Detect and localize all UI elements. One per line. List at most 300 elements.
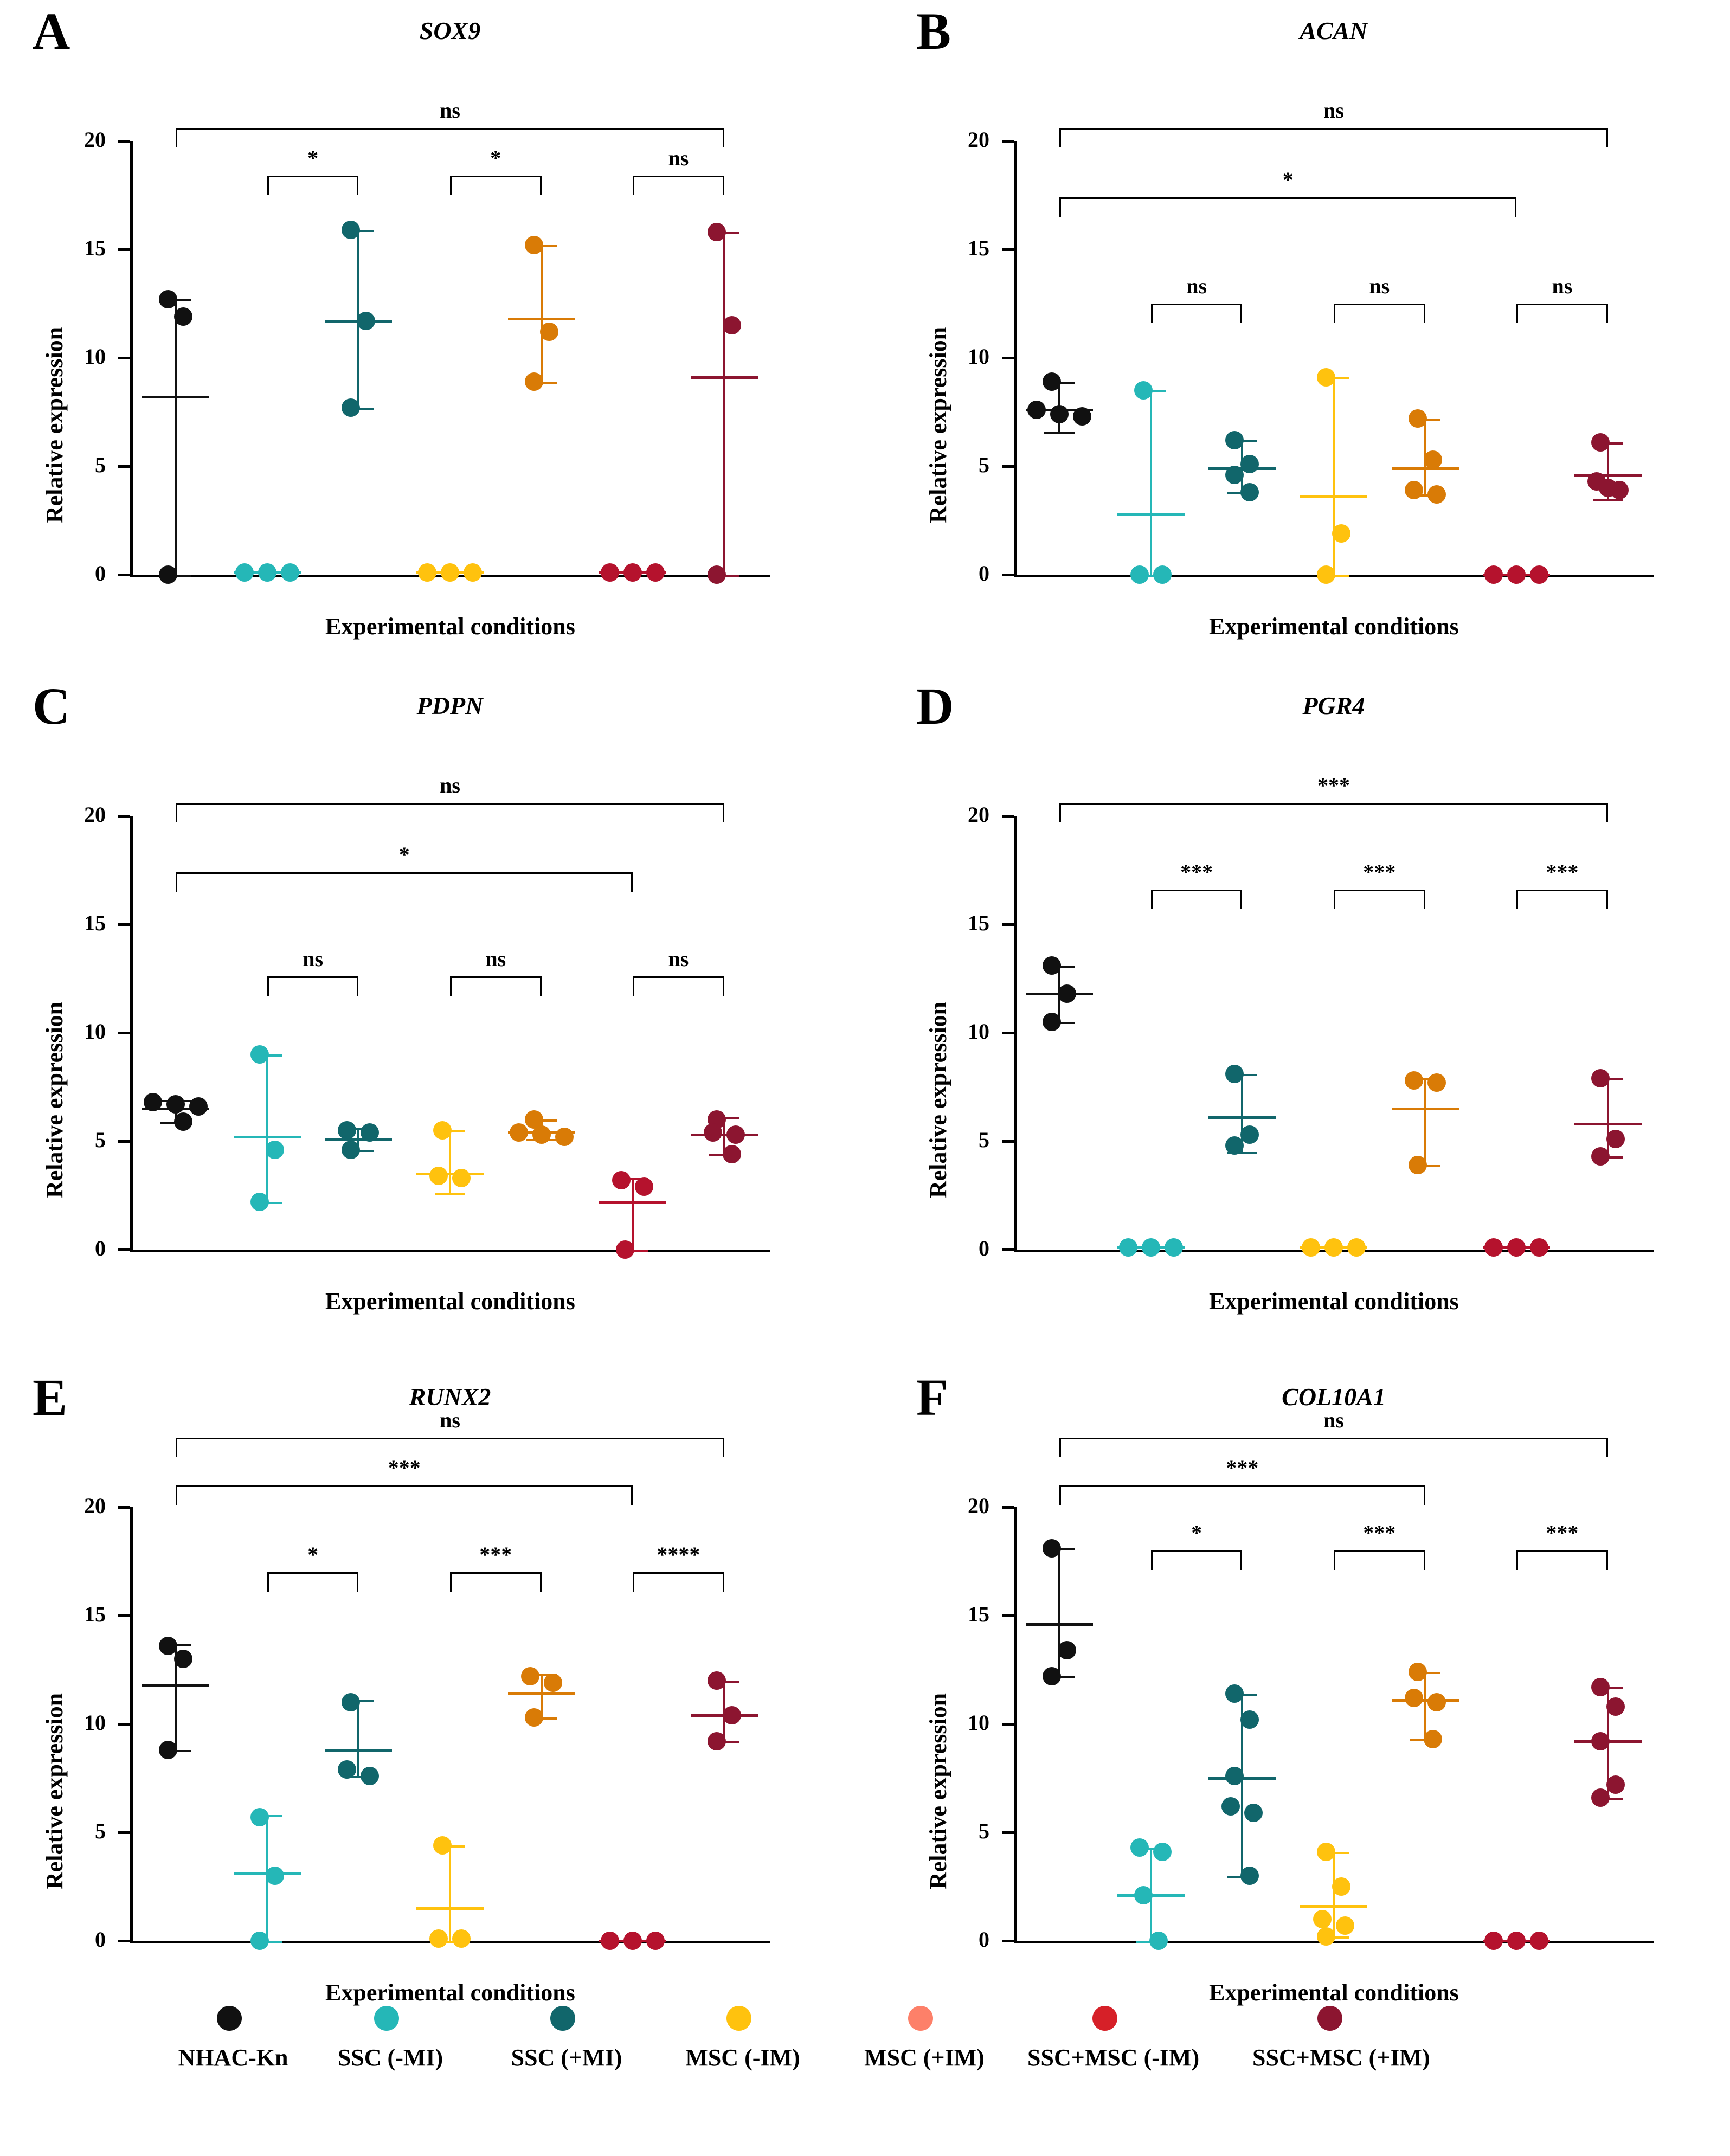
data-point (726, 1125, 745, 1144)
data-point (1347, 1238, 1366, 1257)
data-point (1484, 1238, 1503, 1257)
y-tick-label: 5 (979, 453, 989, 477)
data-point (623, 563, 642, 582)
y-tick (118, 1940, 130, 1942)
y-tick-label: 20 (84, 802, 106, 827)
significance-tick (723, 976, 724, 996)
data-point (342, 1141, 360, 1159)
data-point (723, 316, 741, 334)
data-point (1240, 455, 1259, 473)
x-axis (130, 1250, 770, 1252)
y-tick (118, 248, 130, 251)
data-point (174, 1112, 192, 1131)
significance-tick (1515, 197, 1516, 217)
y-tick (118, 1723, 130, 1726)
significance-tick (1151, 890, 1153, 909)
data-point (1050, 405, 1069, 423)
significance-tick (1424, 890, 1425, 909)
data-point (1591, 1732, 1610, 1750)
mean-bar (1392, 467, 1459, 470)
significance-label: ns (440, 1408, 460, 1432)
significance-tick (1151, 1550, 1153, 1570)
data-point (1149, 1932, 1168, 1950)
mean-bar (1300, 1905, 1367, 1908)
mean-bar (599, 1201, 666, 1204)
data-point (189, 1097, 208, 1116)
data-point (266, 1141, 284, 1159)
x-axis-label: Experimental conditions (1209, 1979, 1459, 2006)
data-point (1507, 565, 1526, 584)
significance-tick (1516, 1550, 1518, 1570)
significance-line (1151, 1550, 1243, 1552)
data-point (1043, 1013, 1061, 1031)
data-point (250, 1932, 269, 1950)
mean-bar (508, 1692, 575, 1695)
data-point (159, 565, 177, 584)
y-tick-label: 10 (84, 1019, 106, 1044)
y-tick-label: 15 (84, 236, 106, 260)
y-tick (118, 574, 130, 576)
data-point (1119, 1238, 1137, 1257)
y-tick-label: 0 (979, 1236, 989, 1260)
data-point (1427, 485, 1446, 504)
legend-label: MSC (+IM) (864, 2044, 985, 2071)
data-point (342, 398, 360, 417)
data-point (338, 1121, 356, 1140)
mean-bar (1208, 1116, 1276, 1119)
y-tick (1002, 1248, 1014, 1251)
data-point (1240, 1125, 1259, 1144)
data-point (723, 1145, 741, 1163)
y-tick-label: 10 (84, 1710, 106, 1735)
data-point (1027, 401, 1046, 419)
error-bar-vertical (1150, 390, 1152, 575)
y-tick-label: 0 (979, 561, 989, 585)
y-tick-label: 5 (95, 1128, 106, 1152)
data-point (1409, 1156, 1427, 1174)
data-point (525, 236, 543, 254)
error-bar-vertical (632, 1178, 634, 1250)
x-axis-label: Experimental conditions (1209, 1288, 1459, 1315)
data-point (1130, 565, 1149, 584)
significance-label: *** (388, 1456, 421, 1480)
data-point (429, 1929, 448, 1948)
data-point (616, 1240, 634, 1259)
legend-label: SSC+MSC (-IM) (1027, 2044, 1200, 2071)
data-point (1240, 1867, 1259, 1885)
significance-label: *** (1363, 1521, 1396, 1545)
panel-b (916, 2, 1702, 656)
data-point (1409, 1663, 1427, 1681)
y-tick-label: 0 (95, 561, 106, 585)
data-point (1130, 1838, 1149, 1857)
mean-bar (325, 1749, 392, 1752)
data-point (1507, 1932, 1526, 1950)
data-point (1405, 1689, 1423, 1707)
y-tick (118, 1614, 130, 1617)
data-point (708, 565, 726, 584)
significance-label: * (398, 842, 410, 867)
data-point (723, 1706, 741, 1724)
significance-label: ns (668, 947, 689, 971)
data-point (433, 1836, 452, 1855)
y-tick (1002, 465, 1014, 468)
significance-tick (1606, 803, 1608, 822)
mean-bar (416, 1907, 484, 1910)
legend-color-dot (726, 2006, 751, 2031)
data-point (1591, 1678, 1610, 1696)
data-point (1221, 1797, 1240, 1816)
significance-line (267, 176, 359, 177)
data-point (1317, 565, 1335, 584)
significance-tick (450, 1572, 452, 1592)
significance-label: ns (1369, 274, 1390, 298)
mean-bar (691, 1134, 758, 1136)
y-tick-label: 20 (84, 1494, 106, 1518)
significance-tick (633, 976, 634, 996)
y-tick (118, 815, 130, 818)
legend-color-dot (550, 2006, 575, 2031)
panel-d (916, 677, 1702, 1331)
data-point (1409, 409, 1427, 428)
data-point (1043, 1667, 1061, 1685)
y-tick (1002, 815, 1014, 818)
data-point (708, 1671, 726, 1690)
significance-tick (357, 1572, 358, 1592)
significance-line (1334, 304, 1425, 305)
significance-tick (267, 1572, 269, 1592)
legend-color-dot (1092, 2006, 1117, 2031)
significance-tick (540, 176, 542, 195)
error-bar-vertical (1333, 377, 1335, 575)
y-tick (118, 1248, 130, 1251)
panel-c (33, 677, 819, 1331)
data-point (1591, 1147, 1610, 1166)
significance-label: * (307, 1542, 319, 1567)
y-tick-label: 5 (979, 1819, 989, 1843)
data-point (281, 563, 299, 582)
significance-tick (723, 1438, 724, 1457)
significance-label: * (1282, 168, 1294, 192)
significance-tick (723, 803, 724, 822)
mean-bar (691, 376, 758, 379)
data-point (1073, 407, 1091, 426)
significance-tick (1334, 1550, 1335, 1570)
y-axis (1014, 1507, 1017, 1941)
legend-label: MSC (-IM) (685, 2044, 800, 2071)
y-tick-label: 10 (84, 344, 106, 369)
mean-bar (1300, 495, 1367, 498)
mean-bar (1117, 513, 1185, 516)
data-point (532, 1125, 551, 1144)
significance-tick (1334, 304, 1335, 323)
y-axis-label: Relative expression (925, 326, 951, 523)
mean-bar (142, 396, 209, 398)
data-point (1591, 1788, 1610, 1807)
data-point (1530, 1238, 1548, 1257)
significance-line (1059, 197, 1516, 199)
significance-label: ns (1323, 1408, 1344, 1432)
panel-title: PDPN (416, 692, 484, 719)
legend-color-dot (1317, 2006, 1342, 2031)
significance-tick (1240, 1550, 1242, 1570)
data-point (1324, 1238, 1343, 1257)
significance-tick (176, 128, 177, 147)
y-axis (1014, 816, 1017, 1250)
y-tick-label: 20 (968, 127, 989, 152)
x-axis-label: Experimental conditions (325, 1979, 575, 2006)
data-point (1302, 1238, 1320, 1257)
y-tick (118, 1140, 130, 1143)
y-tick-label: 5 (979, 1128, 989, 1152)
y-tick-label: 15 (84, 911, 106, 935)
y-tick-label: 20 (968, 802, 989, 827)
data-point (601, 563, 619, 582)
significance-tick (357, 976, 358, 996)
legend-color-dot (217, 2006, 242, 2031)
panel-title: COL10A1 (1282, 1383, 1386, 1411)
data-point (174, 1650, 192, 1668)
significance-label: * (490, 146, 501, 170)
y-tick-label: 0 (979, 1927, 989, 1952)
y-tick (1002, 923, 1014, 926)
data-point (708, 1732, 726, 1750)
y-tick-label: 15 (968, 1602, 989, 1626)
x-axis-label: Experimental conditions (325, 613, 575, 640)
significance-tick (176, 1485, 177, 1505)
significance-tick (267, 176, 269, 195)
significance-line (1059, 1485, 1425, 1487)
significance-line (450, 176, 542, 177)
mean-bar (142, 1684, 209, 1687)
significance-label: *** (1363, 860, 1396, 884)
y-tick (118, 465, 130, 468)
data-point (525, 372, 543, 391)
data-point (464, 563, 482, 582)
significance-label: ns (485, 947, 506, 971)
data-point (1153, 1843, 1172, 1861)
significance-tick (1059, 1438, 1061, 1457)
y-tick (1002, 574, 1014, 576)
data-point (525, 1708, 543, 1727)
data-point (1317, 368, 1335, 387)
y-axis-label: Relative expression (41, 326, 68, 523)
significance-tick (1059, 197, 1061, 217)
data-point (1405, 1071, 1423, 1090)
y-tick (1002, 1614, 1014, 1617)
data-point (521, 1667, 539, 1685)
panel-title: PGR4 (1302, 692, 1365, 719)
data-point (555, 1128, 574, 1146)
data-point (166, 1095, 185, 1114)
significance-line (633, 176, 724, 177)
error-bar-cap-bottom (1044, 432, 1075, 434)
mean-bar (1392, 1108, 1459, 1110)
significance-tick (1059, 803, 1061, 822)
panel-title: ACAN (1300, 17, 1368, 44)
significance-tick (631, 872, 633, 892)
panel-letter: B (916, 2, 951, 60)
error-bar-cap-bottom (435, 1193, 465, 1195)
data-point (646, 1932, 665, 1950)
y-tick-label: 10 (968, 1710, 989, 1735)
data-point (1336, 1916, 1354, 1935)
legend-color-dot (908, 2006, 933, 2031)
data-point (1427, 1073, 1446, 1092)
y-tick-label: 20 (968, 1494, 989, 1518)
data-point (1530, 1932, 1548, 1950)
data-point (635, 1177, 653, 1196)
data-point (1427, 1693, 1446, 1711)
data-point (1165, 1238, 1183, 1257)
data-point (1606, 1130, 1625, 1148)
significance-tick (176, 1438, 177, 1457)
mean-bar (1392, 1699, 1459, 1702)
data-point (441, 563, 459, 582)
significance-label: **** (657, 1542, 700, 1567)
significance-tick (1334, 890, 1335, 909)
significance-tick (267, 976, 269, 996)
significance-line (176, 128, 724, 130)
data-point (361, 1767, 379, 1785)
data-point (452, 1169, 471, 1187)
y-tick (1002, 1140, 1014, 1143)
significance-line (1151, 304, 1243, 305)
significance-label: ns (1186, 274, 1207, 298)
significance-line (1516, 304, 1608, 305)
y-axis (130, 1507, 133, 1941)
data-point (266, 1867, 284, 1885)
significance-line (267, 976, 359, 978)
data-point (1332, 1877, 1350, 1896)
error-bar-vertical (175, 299, 177, 575)
error-bar-vertical (357, 1700, 359, 1776)
data-point (1313, 1910, 1332, 1928)
panel-letter: C (33, 677, 70, 735)
y-tick-label: 20 (84, 127, 106, 152)
data-point (1424, 450, 1442, 469)
data-point (704, 1123, 722, 1142)
significance-tick (176, 872, 177, 892)
significance-tick (1151, 304, 1153, 323)
panel-a (33, 2, 819, 656)
significance-tick (1424, 1485, 1425, 1505)
significance-tick (631, 1485, 633, 1505)
data-point (1507, 1238, 1526, 1257)
significance-line (176, 803, 724, 805)
significance-tick (633, 1572, 634, 1592)
y-tick-label: 15 (968, 911, 989, 935)
significance-line (1334, 890, 1425, 891)
error-bar-vertical (1424, 1078, 1426, 1165)
significance-label: ns (1323, 98, 1344, 123)
significance-label: ns (440, 98, 460, 123)
y-tick-label: 15 (968, 236, 989, 260)
significance-line (176, 872, 633, 874)
significance-line (1059, 128, 1607, 130)
y-tick-label: 10 (968, 344, 989, 369)
panel-e (33, 1368, 819, 2022)
data-point (1058, 984, 1076, 1003)
significance-label: *** (1546, 860, 1579, 884)
data-point (250, 1808, 269, 1826)
significance-tick (450, 976, 452, 996)
significance-line (1516, 890, 1608, 891)
panel-letter: D (916, 677, 954, 735)
y-axis (130, 816, 133, 1250)
data-point (601, 1932, 619, 1950)
data-point (1142, 1238, 1160, 1257)
data-point (1240, 483, 1259, 501)
significance-line (1059, 803, 1607, 805)
legend-label: NHAC-Kn (178, 2044, 288, 2071)
data-point (1484, 1932, 1503, 1950)
significance-tick (723, 1572, 724, 1592)
data-point (174, 307, 192, 326)
y-tick-label: 5 (95, 1819, 106, 1843)
legend-label: SSC (+MI) (511, 2044, 622, 2071)
error-bar-vertical (1333, 1852, 1335, 1936)
y-tick (1002, 140, 1014, 143)
y-axis (130, 141, 133, 575)
y-tick (1002, 1506, 1014, 1509)
mean-bar (416, 1173, 484, 1175)
significance-tick (1606, 1550, 1608, 1570)
legend-label: SSC (-MI) (337, 2044, 443, 2071)
significance-tick (1059, 1485, 1061, 1505)
significance-tick (1424, 1550, 1425, 1570)
significance-line (1516, 1550, 1608, 1552)
y-tick (1002, 1723, 1014, 1726)
significance-tick (357, 176, 358, 195)
significance-tick (176, 803, 177, 822)
significance-label: *** (1317, 773, 1350, 797)
y-tick-label: 10 (968, 1019, 989, 1044)
y-tick (118, 1506, 130, 1509)
mean-bar (1574, 1123, 1642, 1125)
y-tick (1002, 1940, 1014, 1942)
significance-line (1059, 1438, 1607, 1439)
y-tick (1002, 357, 1014, 359)
significance-tick (540, 1572, 542, 1592)
y-tick (1002, 1831, 1014, 1834)
significance-tick (723, 128, 724, 147)
significance-tick (1240, 890, 1242, 909)
significance-label: ns (440, 773, 460, 797)
y-tick (118, 923, 130, 926)
y-axis-label: Relative expression (41, 1001, 68, 1198)
y-tick (118, 1032, 130, 1034)
panel-f (916, 1368, 1702, 2022)
data-point (623, 1932, 642, 1950)
significance-line (1334, 1550, 1425, 1552)
data-point (708, 223, 726, 241)
mean-bar (1026, 1623, 1093, 1626)
significance-tick (1606, 1438, 1608, 1457)
data-point (646, 563, 665, 582)
panel-letter: E (33, 1368, 68, 1426)
significance-label: *** (1180, 860, 1213, 884)
data-point (1134, 381, 1153, 400)
significance-line (176, 1485, 633, 1487)
mean-bar (508, 318, 575, 320)
significance-tick (1424, 304, 1425, 323)
significance-tick (1516, 304, 1518, 323)
y-axis-label: Relative expression (925, 1001, 951, 1198)
significance-tick (1516, 890, 1518, 909)
error-bar-vertical (723, 232, 725, 575)
y-tick (118, 140, 130, 143)
